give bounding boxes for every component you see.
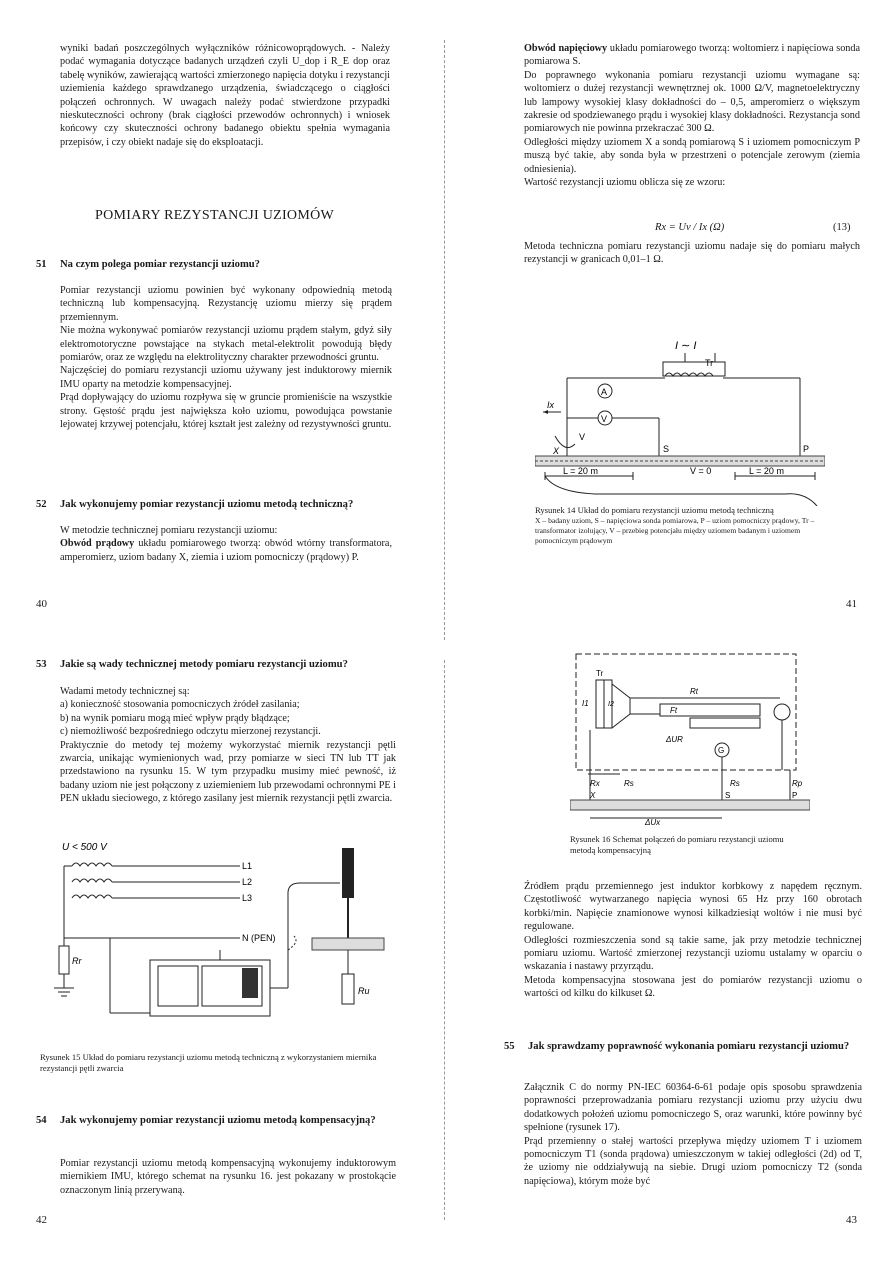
gutter-line [444, 660, 445, 1220]
paragraph-text: układu pomiarowego tworzą: obwód wtórny transformatora, amperomierz, uziom badany X, ziemia i uziom pomocniczy (prądowy) P. [60, 538, 393, 563]
x-label: X [590, 791, 596, 800]
resistor-rr [59, 946, 69, 974]
question-text: Jakie są wady technicznej metody pomiaru rezystancji uziomu? [60, 659, 348, 670]
bold-term: Obwód napięciowy [524, 43, 608, 54]
page41-text-2 [524, 240, 860, 267]
paragraph: Odległości rozmieszczenia sond są takie same, jak przy metodzie technicznej pomiaru uziomu. Wartość zmierzonej rezystancji uziomu ustalamy w oparciu o wskazania i nastawy przyrządu. [524, 934, 862, 973]
paragraph: Pomiar rezystancji uziomu metodą kompensacyjną wykonujemy induktorowym miernikiem IMU, którego schemat na rysunku 16. jest pokazany w prostokącie oznaczonym linią przerywaną. [60, 1158, 396, 1196]
ground-hatch [312, 938, 384, 950]
paragraph: Załącznik C do normy PN-IEC 60364-6-61 podaje opis sposobu sprawdzenia poprawności przeprowadzania pomiaru rezystancji uziomu przy użyciu dwu dodatkowych położeń uziomu pomocniczego S, oraz warunki, które powinny być spełnione (rysunek 17). [524, 1082, 862, 1134]
ammeter-label: A [601, 387, 608, 397]
question-text: Jak wykonujemy pomiar rezystancji uziomu metodą techniczną? [60, 499, 354, 510]
p-label: P [792, 791, 798, 800]
section-title: POMIARY REZYSTANCJI UZIOMÓW [95, 208, 335, 223]
distance-1: L = 20 m [563, 466, 598, 476]
paragraph: Prąd dopływający do uziomu rozpływa się w gruncie promieniście na wszystkie strony. Gęstość prądu jest największa koło uziomu, powodująca powstanie lejowatej krzywej potencjału, której kształt jest zależny od rezystywności gruntu. [60, 392, 392, 431]
page40-intro: wyniki badań poszczególnych wyłączników różnicowoprądowych. - Należy podać wymagania dotyczące badanych urządzeń czyli U_dop i R_E dop oraz tabelę wyników, zawierającą wartości zmierzonego napięcia dotyku i rezystancji uziemienia każdego sprawdzanego urządzenia, świadczącego o ciągłości połączeń ochronnych. W uwagach należy podać stwierdzone przypadki nieskuteczności ochrony (brak ciągłości przewodów ochronnych) i wniosek końcowy czy skuteczności ochrony badanego obiektu spełnia wymagania przepisów, i czy obiekt nadaje się do eksploatacji. [60, 43, 390, 148]
s-label: S [725, 791, 731, 800]
p-label: P [803, 444, 810, 454]
transformer-label: Tr [596, 669, 604, 678]
page-number: 41 [846, 598, 857, 610]
i2-label: I2 [608, 701, 614, 708]
s-label: S [663, 444, 670, 454]
figure-15-caption: Rysunek 15 Układ do pomiaru rezystancji uziomu metodą techniczną z wykorzystaniem miernika rezystancji pętli zwarcia [40, 1052, 377, 1073]
answer-53 [60, 685, 396, 806]
resistor-ru [342, 974, 354, 1004]
transformer [663, 362, 725, 376]
paragraph: Nie można wykonywać pomiarów rezystancji uziomu prądem stałym, gdyż siły elektromotoryczne powstające na stykach metal-elektrolit powodują błędy pomiarów, oraz ze względu na elektrolityczny charakter przewodności gruntu. [60, 325, 392, 364]
question-text: Jak wykonujemy pomiar rezystancji uziomu metodą kompensacyjną? [60, 1115, 376, 1126]
formula-number: (13) [833, 222, 851, 233]
paragraph [60, 537, 392, 564]
zero-potential: V = 0 [690, 466, 712, 476]
paragraph-text: układu pomiarowego tworzą: woltomierz i napięciowa sonda pomiarowa S. [524, 43, 860, 68]
galvanometer-label: G [718, 746, 725, 755]
question-number: 53 [36, 659, 47, 670]
distance-2: L = 20 m [749, 466, 784, 476]
figure-16-diagram [570, 650, 810, 828]
formula: Rx = Uv / Ix (Ω) [655, 222, 725, 233]
source-label: I ∼ I [675, 340, 697, 352]
figure-16-caption: Rysunek 16 Schemat połączeń do pomiaru rezystancji uziomu metodą kompensacyjną [570, 834, 784, 855]
figure-15-diagram [50, 838, 390, 1028]
paragraph: W metodzie technicznej pomiaru rezystancji uziomu: [60, 525, 278, 536]
transformer-label: Tr [705, 358, 714, 368]
source-symbol [774, 704, 790, 720]
gutter-line [444, 40, 445, 640]
question-text: Jak sprawdzamy poprawność wykonania pomiaru rezystancji uziomu? [528, 1041, 850, 1052]
caption-text: Rysunek 14 Układ do pomiaru rezystancji uziomu metodą techniczną [535, 505, 774, 515]
question-number: 51 [36, 259, 47, 270]
bold-term: Obwód prądowy [60, 538, 135, 550]
list-item: b) na wynik pomiaru mogą mieć wpływ prądy błądzące; [60, 712, 290, 724]
voltage-label: U < 500 V [62, 842, 107, 853]
page40-intro-text [60, 42, 390, 149]
paragraph: Wadami metody technicznej są: [60, 686, 190, 697]
question-number: 54 [36, 1115, 47, 1126]
question-text: Na czym polega pomiar rezystancji uziomu? [60, 259, 260, 270]
paragraph: Prąd przemienny o stałej wartości przepływa między uziomem T i uziomem pomocniczym T1 (sonda prądowa) umieszczonym w takiej odległości (2d) od T, że uziomy nie oddziaływują na siebie. Drugi uziom pomocniczy T2 (sonda napięciowa), którym może być [524, 1135, 862, 1187]
paragraph: Metoda techniczna pomiaru rezystancji uziomu nadaje się do pomiaru małych rezystancji w granicach 0,01–1 Ω. [524, 241, 860, 266]
rr-label: Rr [72, 956, 82, 966]
paragraph: Pomiar rezystancji uziomu powinien być wykonany odpowiednią metodą techniczną lub kompensacyjną. Rezystancję uziomu mierzy się prądem przemiennym. [60, 285, 392, 323]
question-number: 52 [36, 499, 47, 510]
n-pen-label: N (PEN) [242, 933, 276, 943]
dur-label: ΔUR [666, 735, 683, 744]
l1-label: L1 [242, 861, 253, 871]
caption-legend: X – badany uziom, S – napięciowa sonda pomiarowa, P – uziom pomocniczy prądowy, Tr – transformator izolujący, V – przebieg potencjału między uziomem badanym i uziomem pomocniczym prądowym [535, 516, 815, 545]
ft-label: Ft [670, 706, 678, 715]
ix-label: Ix [547, 400, 555, 410]
dux-label: ΔUx [645, 818, 661, 827]
figure-14-caption [535, 505, 835, 546]
v-label: V [579, 432, 586, 442]
page41-text [524, 42, 860, 189]
voltmeter-label: V [601, 414, 608, 424]
answer-52 [60, 524, 392, 564]
ground-hatch [570, 800, 810, 810]
paragraph: Najczęściej do pomiaru rezystancji uziomu używany jest induktorowy miernik IMU oparty na metodzie kompensacyjnej. [60, 365, 392, 390]
page-number: 40 [36, 598, 47, 610]
probe-rod [342, 848, 354, 898]
list-item: a) konieczność stosowania pomocniczych źródeł zasilania; [60, 699, 300, 711]
rs-label: Rs [730, 779, 740, 788]
x-label: X [553, 446, 560, 456]
paragraph: Odległości między uziomem X a sondą pomiarową S i uziomem pomocniczym P muszą być takie, aby sonda była w przestrzeni o potencjale zerowym (ziemia odniesienia). [524, 136, 860, 175]
rp-label: Rp [792, 779, 803, 788]
page-number: 43 [846, 1214, 857, 1226]
rs-left-label: Rs [624, 779, 634, 788]
page-number: 42 [36, 1214, 47, 1226]
paragraph: Do poprawnego wykonania pomiaru rezystancji uziomu wymagane są: woltomierz o dużej rezystancji wewnętrznej ok. 1000 Ω/V, magnetoelektryczny lub lampowy wysokiej klasy dokładności do – 0,5, amperomierz o większym zakresie od spodziewanego prądu i wysokiej klasy dokładności. Rezystancja sond pomiarowych nie powinna przekraczać 300 Ω. [524, 69, 860, 135]
rt-label: Rt [690, 687, 698, 696]
i1-label: I1 [582, 699, 589, 708]
figure-14-diagram [535, 336, 825, 506]
l2-label: L2 [242, 877, 253, 887]
page43-text [524, 880, 862, 1001]
paragraph: Metoda kompensacyjna stosowana jest do pomiarów rezystancji uziomu o wartości od kilku do kilkuset Ω. [524, 974, 862, 1000]
rx-label: Rx [590, 779, 600, 788]
paragraph [524, 42, 860, 69]
question-number: 55 [504, 1041, 515, 1052]
paragraph: Wartość rezystancji uziomu oblicza się ze wzoru: [524, 177, 726, 189]
answer-54 [60, 1157, 396, 1197]
ru-label: Ru [358, 986, 370, 996]
l3-label: L3 [242, 893, 253, 903]
paragraph: Praktycznie do metody tej możemy wykorzystać miernik rezystancji pętli zwarcia, unikając wymienionych wad, przy pomiarze w sieci TN lub TT jak przedstawiono na rysunku 15. W tym przypadku musimy mieć pewność, iż badany uziom nie jest połączony z uziemieniem lub przewodami ochronnymi PE i PEN układu sieciowego, z którego zasilany jest miernik rezystancji pętli zwarcia. [60, 739, 396, 805]
paragraph: Źródłem prądu przemiennego jest induktor korbkowy z napędem ręcznym. Częstotliwość wytwarzanego napięcia wynosi 65 Hz przy 160 obrotach korbki/min. Napięcie znamionowe wynosi kilkadziesiąt woltów i nie musi być regulowane. [524, 881, 862, 933]
list-item: c) niemożliwość bezpośredniego odczytu mierzonej rezystancji. [60, 726, 321, 738]
answer-55 [524, 1081, 862, 1188]
answer-51 [60, 284, 392, 431]
